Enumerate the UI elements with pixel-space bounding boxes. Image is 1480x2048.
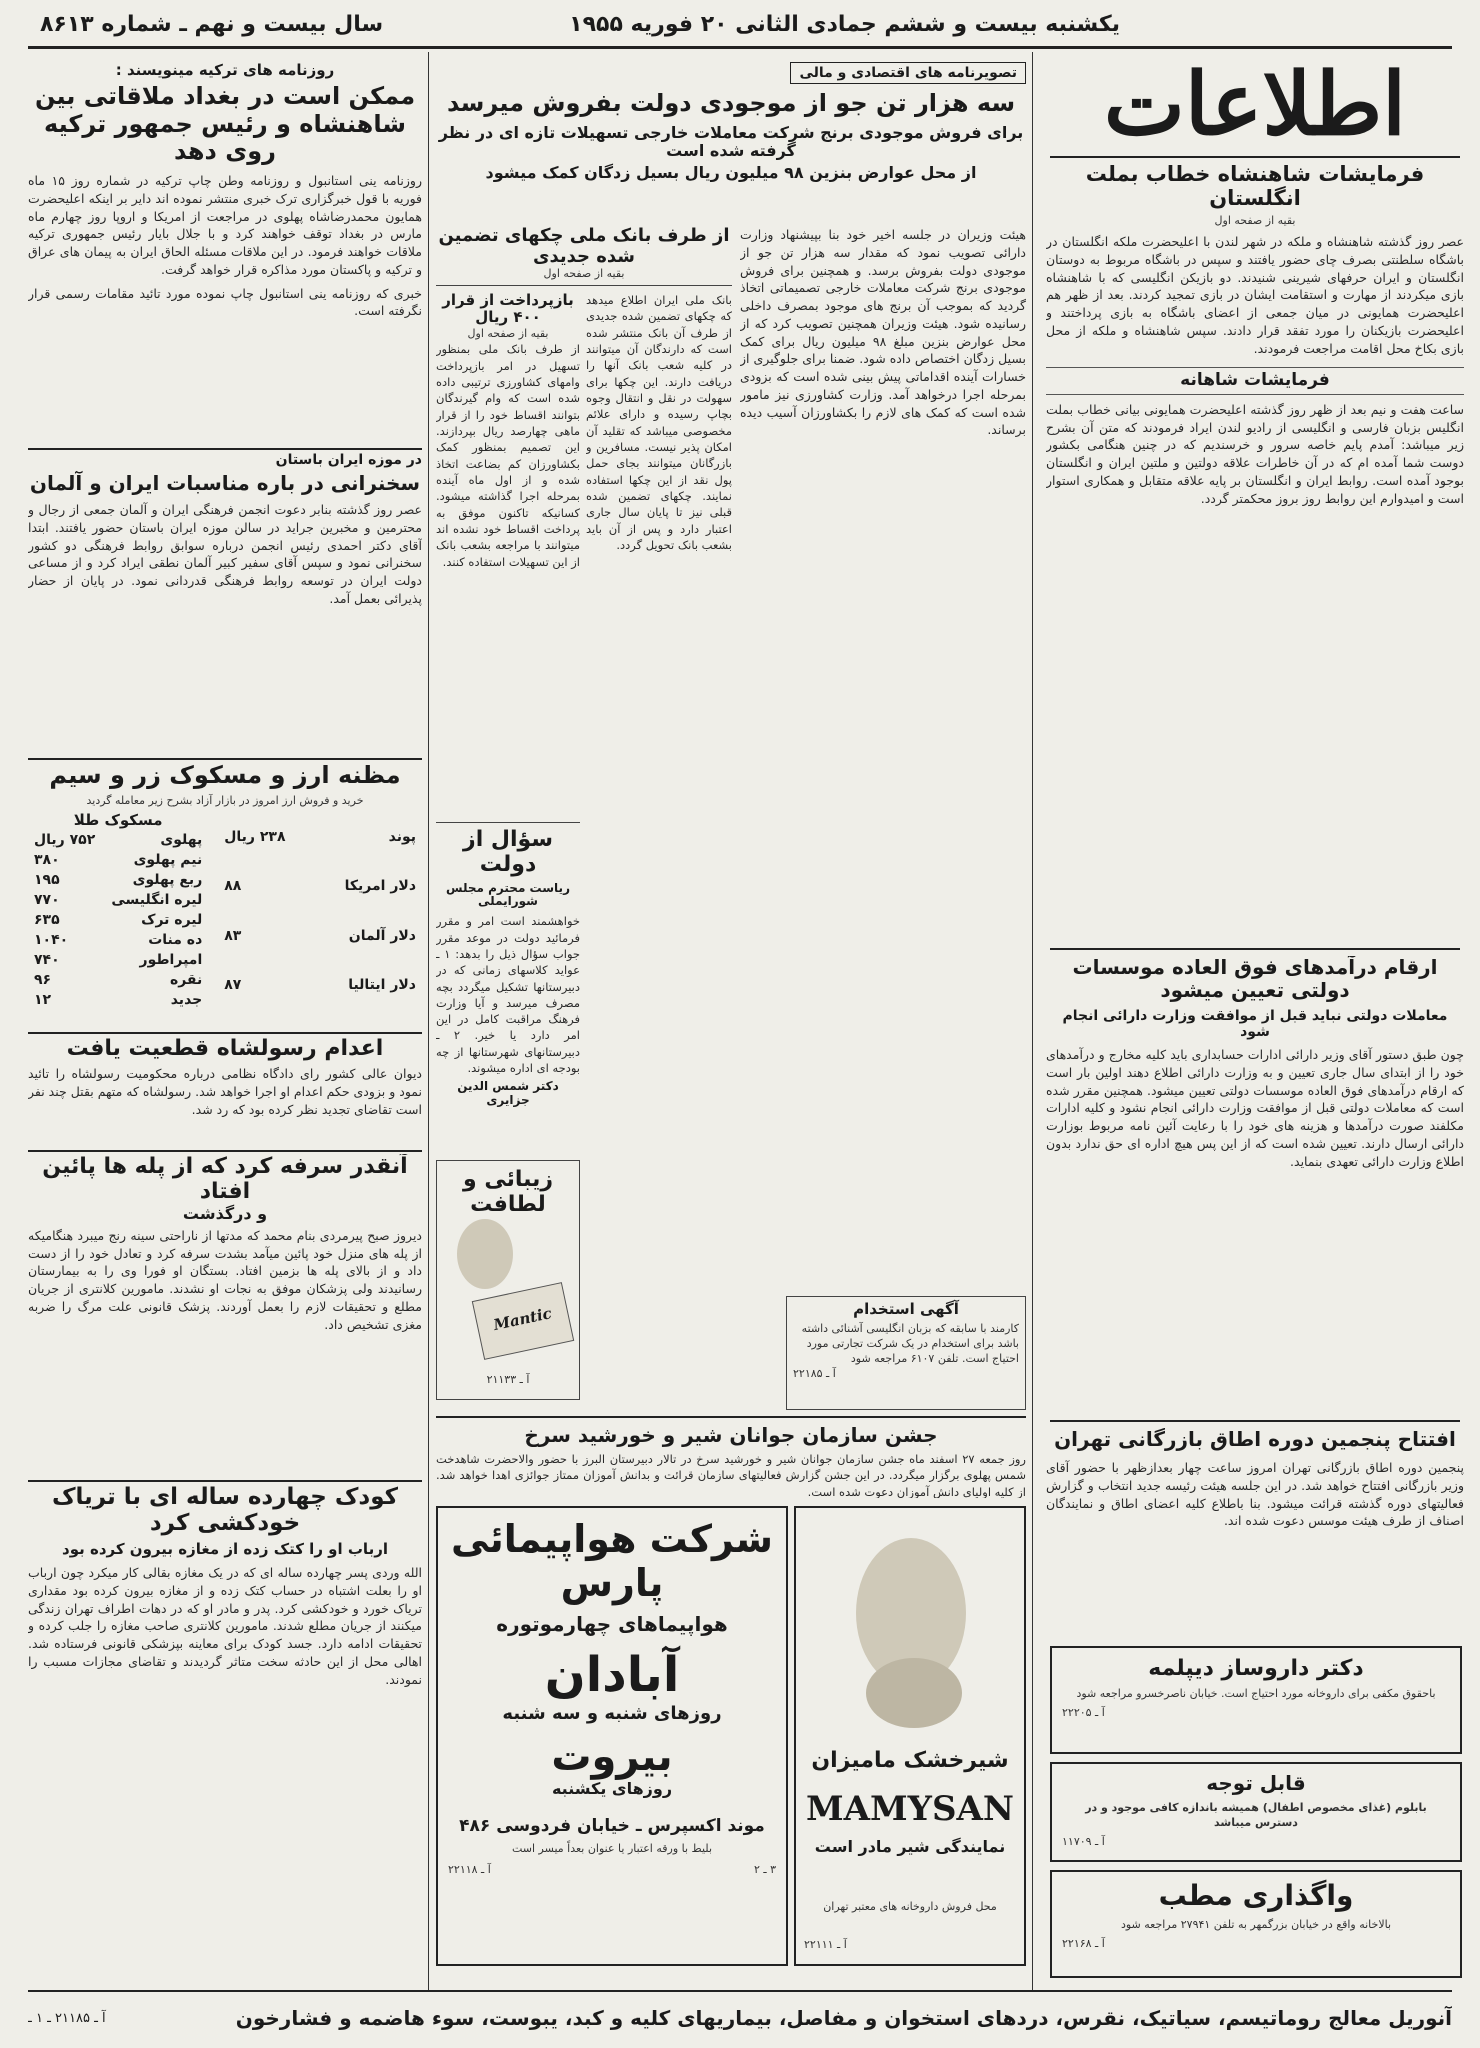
rate-row <box>28 850 208 870</box>
article-body: هیئت وزیران در جلسه اخیر خود بنا بپیشنهاد وزارت دارائی تصویب نمود که مقدار سه هزار تن جو از موجودی دولت بفروش برسد. و همچنین برای فروش موجودی برنج شرکت معاملات خارجی تصمیماتی اتخاذ گردید که بموجب آن برنج های موجود بمصرف داخلی رسانیده شود. هیئت وزیران همچنین تصویب کرد که از محل عوارض بنزین مبلغ ۹۸ میلیون ریال برای کمک بسیل زدگان اختصاص داده شود. ضمنا برای جلوگیری از خسارات آینده اقداماتی پیش بینی شده است که بزودی بمرحله اجرا درخواهد آمد. وزارت کشاورزی نیز مامور شده است که کمک های لازم را بکشاورزان آسیب دیده برساند. <box>740 227 1026 438</box>
headline: ارقام درآمدهای فوق العاده موسسات دولتی تعیین میشود <box>1072 956 1438 1002</box>
article-body: دیروز صبح پیرمردی بنام محمد که مدتها از ناراحتی سینه رنج میبرد هنگامیکه از پله های منزل خود پائین میآمد بشدت سرفه کرد و تعادل خود را از دست داد و از بالای پله ها بزمین افتاد. بستگان او فورا وی را به بیمارستان رسانیدند ولی پزشکان موفق به نجات او نشدند. مامورین کلانتری از جریان مطلع و تحقیقات لازم را بعمل آوردند. پزشک قانونی علت مرگ را ضربه مغزی تشخیص داد. <box>28 1227 422 1332</box>
rate-value: ۷۴۰ <box>34 951 60 968</box>
article-body: الله وردی پسر چهارده ساله ای که در یک مغازه بقالی کار میکرد چون ارباب او را بعلت اشتباه در حساب کتک زده و از مغازه بیرون کرده بود مقداری تریاک خورد و خودکشی کرد. پدر و مادر او که در دهات اطراف تهران زندگی میکنند از جریان مطلع شدند. مامورین کلانتری صاحب مغازه را جلب کرده و تحقیقات ادامه دارد. جسد کودک برای معاینه بپزشکی قانونی فرستاده شد. اهالی محل از این حادثه سخت متاثر گردیدند و تقاضای مجازات مسبب را نمودند. <box>28 1565 422 1687</box>
article-rule <box>1050 948 1460 950</box>
headline: سخنرانی در باره مناسبات ایران و آلمان <box>29 471 421 496</box>
article-cough <box>28 1154 422 1474</box>
rate-value: ۸۸ <box>224 878 242 895</box>
article-question <box>436 822 580 1152</box>
ad-code: آ ـ ۲۲۱۸۵ <box>793 1366 836 1380</box>
rate-name: ربع پهلوی <box>132 871 203 888</box>
article-museum <box>28 452 422 752</box>
article-body: چون طبق دستور آقای وزیر دارائی ادارات حسابداری باید کلیه مخارج و درآمدهای خود را از ابتدای سال جاری تعیین و به وزارت دارائی اطلاع دهند اولین بار است که ارقام درآمدهای فوق العاده موسسات دولتی تعیین میشود. همچنین مقرر شده است که معاملات دولتی قبل از موافقت وزارت دارائی انجام نشود و کلیه ادارات مکلفند صورت درآمدها و هزینه های خود را با رعایت آئین نامه مربوط بوزارت دارائی ارسال دارند. تعیین شده است که از این پس هیچ اداره ای حق ندارد بدون اطلاع وزارت دارائی تعهدی بنماید. <box>1046 1047 1464 1169</box>
headline: اعدام رسولشاه قطعیت یافت <box>66 1036 384 1061</box>
currency-rates <box>28 762 422 1026</box>
product-title: شیرخشک مامیزان <box>811 1748 1009 1773</box>
article-rule <box>436 1416 1026 1418</box>
footer-code: آ ـ ۲۱۱۸۵ <box>55 2010 106 2026</box>
rate-name: جدید <box>170 991 203 1008</box>
article-bank-cheques <box>586 292 732 1052</box>
signature: دکتر شمس الدین جزایری <box>457 1079 559 1108</box>
subhead: معاملات دولتی نباید قبل از موافقت وزارت دارائی انجام شود <box>1062 1008 1448 1041</box>
article-body: روزنامه ینی استانبول و روزنامه وطن چاپ ترکیه در شماره روز ۱۵ ماه فوریه با قول خبرگزاری ترک خبری منتشر نموده اند دایر بر اینکه اعلیحضرت همایون محمدرضاشاه پهلوی در مراجعت از امریکا و اروپا روز چهارم ماه مارس در بغداد توقف خواهند کرد و با جلال بایار رئیس جمهوری ترکیه ملاقات خواهند فرمود. در این ملاقات مسئله الحاق ایران به پیمان های عراق و ترکیه و پاکستان مورد مذاکره قرار خواهد گرفت. <box>28 173 422 277</box>
masthead-logo: اطلاعات <box>1103 62 1407 154</box>
headline: ممکن است در بغداد ملاقاتی بین شاهنشاه و رئیس جمهور ترکیه روی دهد <box>34 82 416 166</box>
article-body: دیوان عالی کشور رای دادگاه نظامی درباره محکومیت رسولشاه را تائید نمود و بزودی حکم اعدام او اجرا خواهد شد. رسولشاه که متهم بقتل چند نفر است تقاضای تجدید نظر کرده بود که رد شد. <box>28 1066 422 1117</box>
article-barley-sale <box>436 62 1026 220</box>
tagline: نمایندگی شیر مادر است <box>814 1837 1006 1856</box>
ad-num: ۳ ـ ۲ <box>753 1863 776 1877</box>
ad-title: زیبائی و لطافت <box>462 1167 554 1218</box>
rate-value: ۱۰۴۰ <box>34 931 69 948</box>
woman-illustration <box>457 1219 513 1289</box>
ad-title: دکتر داروساز دیپلمه <box>1148 1656 1364 1681</box>
gold-table <box>28 830 208 1010</box>
article-royal-address <box>1046 162 1464 942</box>
ad-cosmetic <box>436 1160 580 1400</box>
product-latin: MAMYSAN <box>806 1789 1014 1829</box>
rate-value: ۷۵۲ ریال <box>34 831 96 848</box>
rate-name: لیره انگلیسی <box>111 891 203 908</box>
brand-name: Mantic <box>491 1304 554 1334</box>
gold-title: مسکوک طلا <box>73 811 163 830</box>
subhead: از محل عوارض بنزین ۹۸ میلیون ریال بسیل زدگان کمک میشود <box>485 163 977 183</box>
ad-clinic-lease <box>1050 1870 1462 1978</box>
issue-number: سال بیست و نهم ـ شماره ۸۶۱۳ <box>40 12 384 37</box>
article-body: از طرف بانک ملی بمنظور تسهیل در امر بازپرداخت وامهای کشاورزی ترتیبی داده شده است که وام گیرندگان بتوانند اقساط خود را از قرار ماهی چهارصد ریال بپردازند. این تصمیم بمنظور کمک بکشاورزان کم بضاعت اتخاذ شده و از اول ماه آینده بمرحله اجرا گذاشته میشود. کسانیکه تاکنون موفق به پرداخت اقساط خود نشده اند میتوانند با مراجعه بشعب بانک از این تسهیلات استفاده کنند. <box>436 342 580 569</box>
subhead: ریاست محترم مجلس شورایملی <box>446 880 570 909</box>
rate-name: امپراطور <box>139 951 203 968</box>
note: بلیط با ورقه اعتبار یا عنوان بعداً میسر است <box>511 1842 713 1856</box>
headline: کودک چهارده ساله ای با تریاک خودکشی کرد <box>51 1484 399 1537</box>
headline: فرمایشات شاهنشاه خطاب بملت انگلستان <box>1085 162 1425 211</box>
rate-value: ۲۳۸ ریال <box>224 829 286 846</box>
rate-row <box>28 870 208 890</box>
article-execution <box>28 1036 422 1146</box>
schedule-1: روزهای شنبه و سه شنبه <box>502 1702 722 1724</box>
rate-name: ده منات <box>148 931 203 948</box>
rate-row <box>218 960 422 1009</box>
subhead: بقیه از صفحه اول <box>543 267 625 281</box>
ad-text: باحقوق مکفی برای داروخانه مورد احتیاج است. خیابان ناصرخسرو مراجعه شود <box>1076 1687 1436 1701</box>
rate-name: نیم پهلوی <box>133 851 203 868</box>
rate-row <box>218 812 422 861</box>
rate-value: ۸۳ <box>224 927 242 944</box>
rate-name: نقره <box>169 971 203 988</box>
subhead: ارباب او را کتک زده از مغازه بیرون کرده بود <box>62 1539 388 1558</box>
article-youth-festival <box>436 1424 1026 1498</box>
rate-name: دلار امریکا <box>344 878 416 895</box>
rate-value: ۹۶ <box>34 971 52 988</box>
ad-code: آ ـ ۲۲۱۱۱ <box>804 1938 847 1951</box>
rate-name: دلار آلمان <box>348 927 416 944</box>
headline: سه هزار تن جو از موجودی دولت بفروش میرسد <box>446 89 1016 118</box>
issue-date: یکشنبه بیست و ششم جمادی الثانی ۲۰ فوریه ۱۹۵۵ <box>569 12 1120 37</box>
subhead: برای فروش موجودی برنج شرکت معاملات خارجی تسهیلات تازه ای در نظر گرفته شده است <box>438 122 1024 161</box>
subhead: بقیه از صفحه اول <box>1214 214 1296 228</box>
kicker: روزنامه های ترکیه مینویسند : <box>115 62 335 79</box>
article-bank-cheques-head <box>436 226 732 286</box>
rate-value: ۶۳۵ <box>34 911 60 928</box>
article-baghdad-meeting <box>28 62 422 440</box>
ad-code: آ ـ ۲۲۱۶۸ <box>1062 1937 1105 1951</box>
ad-text: بابلوم (غذای مخصوص اطفال) همیشه باندازه کافی موجود و در دسترس میباشد <box>1085 1801 1427 1829</box>
rate-row <box>28 990 208 1010</box>
ad-code: آ ـ ۲۲۲۰۵ <box>1062 1706 1105 1720</box>
schedule-2: روزهای یکشنبه <box>551 1779 673 1799</box>
ad-text: محل فروش داروخانه های معتبر تهران <box>823 1900 997 1913</box>
airline-title: شرکت هواپیمائی پارس <box>451 1517 773 1605</box>
headline: سؤال از دولت <box>463 827 553 878</box>
ad-notice <box>1050 1762 1462 1862</box>
subhead: بقیه از صفحه اول <box>467 326 549 340</box>
rate-value: ۱۹۵ <box>34 871 60 888</box>
baby-illustration <box>866 1658 962 1728</box>
article-body-column <box>740 226 1026 1286</box>
rate-row <box>28 890 208 910</box>
ad-text: بالاخانه واقع در خیابان بزرگمهر به تلفن ۲۷۹۴۱ مراجعه شود <box>1120 1918 1392 1932</box>
rate-name: پهلوی <box>160 831 203 848</box>
article-child-suicide <box>28 1484 422 1968</box>
article-body: عصر روز گذشته شاهنشاه و ملکه در شهر لندن با اعلیحضرت ملکه انگلستان در باشگاه سلطنتی بصرف چای حضور یافتند و سپس در باشگاه مربوط به دوستان انگلستان و ایران حرفهای شیرینی شنیدند. دو بازیکن انگلیسی که با شاهنشاه بازی میکردند از مهارت و استقامت ایشان در بازی تمجید کردند. بعد از ظهر هم اعلیحضرت همایونی در میان جمعی از اعضای باشگاه به بازی پرداختند و اعلیحضرت بازیکنان را مورد تفقد قرار دادند. سپس شاهنشاه و ملکه از محل بازی بکاخ محل اقامت مراجعت فرمودند. <box>1046 234 1464 356</box>
ad-code: آ ـ ۱۱۷۰۹ <box>1062 1834 1105 1848</box>
column-rule <box>428 52 429 1990</box>
column-rule <box>1032 52 1033 1990</box>
rate-row <box>28 910 208 930</box>
ad-code: آ ـ ۲۱۱۳۳ <box>486 1373 530 1386</box>
footer-ad <box>28 1996 1452 2040</box>
product-box <box>472 1282 574 1360</box>
destination-2: بیروت <box>551 1734 673 1781</box>
ad-mamysan <box>794 1506 1026 1966</box>
headline: مظنه ارز و مسکوک زر و سیم <box>49 762 401 789</box>
rate-name: لیره ترک <box>141 911 203 928</box>
headline: بازپرداخت از قرار ۴۰۰ ریال <box>442 292 574 327</box>
article-body: ساعت هفت و نیم بعد از ظهر روز گذشته اعلیحضرت همایونی بیانی خطاب بملت انگلیس بزبان فارسی و انگلیسی از رادیو لندن ایراد فرمودند که متن آن بشرح زیر میباشد: آمدم پایم خاصه سرور و خرسندیم که در چنین هنگامی بکشور دوست شما آمده ام که در آن خاطرات علاقه دولتین و ملتین ایران و انگلستان بوجود آمده است. روابط ایران و انگلستان بر پایه علاقه متقابل و همکاری استوار است و امیدوارم این روابط روز بروز محکمتر گردد. <box>1046 401 1464 506</box>
headline: از طرف بانک ملی چکهای تضمین شده جدیدی <box>438 226 730 267</box>
article-rule <box>28 758 422 760</box>
header-rule <box>28 46 1452 49</box>
article-rule <box>1050 1420 1460 1422</box>
rate-value: ۱۲ <box>34 991 52 1008</box>
masthead-rule <box>1050 156 1460 158</box>
article-repayment <box>436 292 580 812</box>
ad-text: کارمند با سابقه که بزبان انگلیسی آشنائی داشته باشد برای استخدام در یک شرکت تجارتی مورد احتیاج است. تلفن ۶۱۰۷ مراجعه شود <box>801 1322 1019 1365</box>
article-rule <box>28 1032 422 1034</box>
subhead: و درگذشت <box>182 1203 268 1223</box>
page-number: ـ ۱ ـ <box>28 2010 51 2026</box>
rate-row <box>218 911 422 960</box>
article-body: پنجمین دوره اطاق بازرگانی تهران امروز ساعت چهار بعدازظهر با حضور آقای وزیر بازرگانی افتتاح خواهد شد. در این جلسه هیئت رئیسه جدید انتخاب و گزارش فعالیتهای دوره گذشته قرائت میشود. بنا باطلاع کلیه اعضای اطاق و نمایندگان اصناف از طرف هیئت موسس دعوت شده اند. <box>1046 1460 1464 1529</box>
footer-text: آنوریل معالج روماتیسم، سیاتیک، نقرس، دردهای استخوان و مفاصل، بیماریهای کلیه و کبد، یبوست، سوء هاضمه و فشارخون <box>235 2005 1452 2030</box>
rate-value: ۷۷۰ <box>34 891 60 908</box>
section-label: در موزه ایران باستان <box>275 452 422 468</box>
airline-sub: هواپیماهای چهارموتوره <box>496 1612 728 1637</box>
intro: خرید و فروش ارز امروز در بازار آزاد بشرح زیر معامله گردید <box>86 793 364 807</box>
ad-employment <box>786 1296 1026 1410</box>
article-body: بانک ملی ایران اطلاع میدهد که چکهای تضمین شده جدیدی از طرف آن بانک منتشر شده است که دارندگان آن میتوانند در کلیه شعب بانک آنها را دریافت دارند. این چکها برای سهولت در نقل و انتقال وجوه بچاپ رسیده و دارای علائم مخصوصی میباشد که تقلید آن امکان پذیر نیست. مسافرین و بازرگانان میتوانند بجای حمل پول نقد از این چکها استفاده نمایند. چکهای تضمین شده قبلی نیز تا پایان سال جاری اعتبار دارد و پس از آن باید بشعب بانک تحویل گردد. <box>586 293 732 552</box>
ad-pars-airline <box>436 1506 788 1966</box>
rate-value: ۳۸۰ <box>34 851 60 868</box>
rate-name: پوند <box>388 829 416 846</box>
fx-table <box>218 812 422 1009</box>
headline: آنقدر سرفه کرد که از پله ها پائین افتاد <box>42 1154 408 1205</box>
ad-title: قابل توجه <box>1206 1771 1306 1795</box>
rate-row <box>28 930 208 950</box>
article-state-revenues <box>1046 956 1464 1416</box>
article-body: روز جمعه ۲۷ اسفند ماه جشن سازمان جوانان شیر و خورشید سرخ در تالار دبیرستان البرز با حضور والاحضرت شاهدخت شمس پهلوی برگزار میگردد. در این جشن گزارش فعالیتهای سازمان قرائت و بدانش آموزان ممتاز جوائزی اهدا خواهد شد. از کلیه اولیای دانش آموزان دعوت شده است. <box>436 1452 1026 1498</box>
headline: افتتاح پنجمین دوره اطاق بازرگانی تهران <box>1054 1428 1456 1451</box>
article-chamber-of-commerce <box>1046 1428 1464 1638</box>
ad-pharmacist <box>1050 1646 1462 1754</box>
rate-row <box>28 970 208 990</box>
ad-code: آ ـ ۲۲۱۱۸ <box>448 1863 491 1877</box>
ad-title: آگهی استخدام <box>853 1300 959 1318</box>
footer-rule <box>28 1990 1452 1992</box>
article-rule <box>28 448 422 450</box>
rate-row <box>28 830 208 850</box>
ad-title: واگذاری مطب <box>1158 1879 1354 1912</box>
rate-name: دلار ایتالیا <box>348 977 416 994</box>
article-body: عصر روز گذشته بنابر دعوت انجمن فرهنگی ایران و آلمان جمعی از رجال و محترمین و مخبرین جراید در سالن موزه ایران باستان حضور یافتند. ابتدا آقای دکتر احمدی رئیس انجمن درباره سوابق روابط فرهنگی دو کشور سخنرانی نمود و سپس آقای سفیر کبیر آلمان نطقی ایراد کرد و از مساعی دولت ایران در توسعه روابط فرهنگی قدردانی نمود. در پایان از حضار پذیرائی بعمل آمد. <box>28 502 422 606</box>
rate-row <box>28 950 208 970</box>
article-rule <box>28 1480 422 1482</box>
contact: موند اکسپرس ـ خیابان فردوسی ۴۸۶ <box>459 1815 765 1836</box>
destination-1: آبادان <box>544 1647 680 1704</box>
article-body: خواهشمند است امر و مقرر فرمائید دولت در موعد مقرر جواب سؤال ذیل را بدهد: ۱ ـ عواید کلاسهای زمانی که در دبیرستانها تشکیل میگردد بچه مصرف میرسد و آیا وزارت فرهنگ مراقبت کامل در این امر دارد یا خیر. ۲ ـ دبیرستانهای شهرستانها از چه بودجه ای اداره میشوند. <box>436 914 580 1076</box>
section-label: تصویرنامه های اقتصادی و مالی <box>790 62 1026 84</box>
article-body: خبری که روزنامه ینی استانبول چاپ نموده مورد تائید مقامات رسمی قرار نگرفته است. <box>28 285 422 319</box>
article-rule <box>28 1150 422 1152</box>
rate-row <box>218 862 422 911</box>
rate-value: ۸۷ <box>224 977 242 994</box>
headline: جشن سازمان جوانان شیر و خورشید سرخ <box>524 1424 938 1447</box>
section-subhead: فرمایشات شاهانه <box>1046 367 1464 395</box>
